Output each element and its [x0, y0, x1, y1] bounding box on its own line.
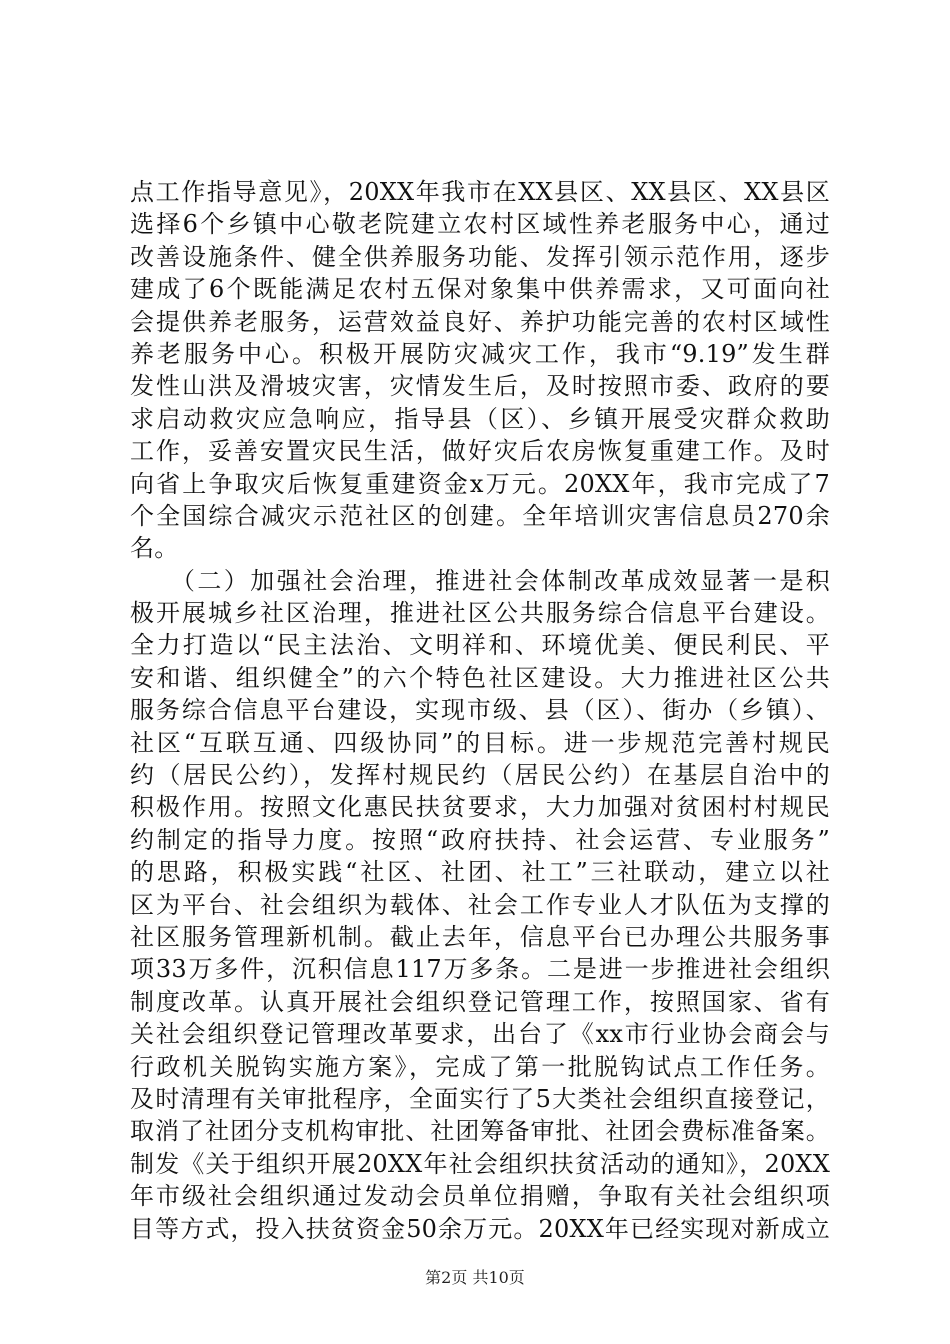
- text-line: 行政机关脱钩实施方案》，完成了第一批脱钩试点工作任务。: [130, 1052, 830, 1081]
- page-number-footer: 第2页 共10页: [425, 1268, 525, 1287]
- text-line: 个全国综合减灾示范社区的创建。全年培训灾害信息员270余: [130, 501, 830, 530]
- text-line: 建成了6个既能满足农村五保对象集中供养需求，又可面向社: [130, 275, 830, 304]
- text-line: 社区服务管理新机制。截止去年，信息平台已办理公共服务事: [130, 922, 830, 951]
- text-line: 制发《关于组织开展20XX年社会组织扶贫活动的通知》，20XX: [130, 1149, 830, 1178]
- text-line: 制度改革。认真开展社会组织登记管理工作，按照国家、省有: [130, 987, 830, 1016]
- text-line: 工作，妥善安置灾民生活，做好灾后农房恢复重建工作。及时: [130, 437, 830, 466]
- text-line: 全力打造以“民主法治、文明祥和、环境优美、便民利民、平: [130, 631, 830, 660]
- text-line: 养老服务中心。积极开展防灾减灾工作，我市“9.19”发生群: [130, 339, 830, 368]
- text-line: 安和谐、组织健全”的六个特色社区建设。大力推进社区公共: [130, 663, 830, 692]
- text-line: 关社会组织登记管理改革要求，出台了《xx市行业协会商会与: [130, 1020, 830, 1049]
- text-line: 向省上争取灾后恢复重建资金x万元。20XX年，我市完成了7: [130, 469, 830, 498]
- text-line: 求启动救灾应急响应，指导县（区）、乡镇开展受灾群众救助: [130, 404, 830, 433]
- text-line: 积极作用。按照文化惠民扶贫要求，大力加强对贫困村村规民: [130, 793, 830, 822]
- text-line: 目等方式，投入扶贫资金50余万元。20XX年已经实现对新成立: [130, 1214, 830, 1243]
- text-line: 发性山洪及滑坡灾害，灾情发生后，及时按照市委、政府的要: [130, 372, 830, 401]
- text-line: 区为平台、社会组织为载体、社会工作专业人才队伍为支撑的: [130, 890, 830, 919]
- text-line: 会提供养老服务，运营效益良好、养护功能完善的农村区域性: [130, 307, 830, 336]
- text-line: 约制定的指导力度。按照“政府扶持、社会运营、专业服务”: [130, 825, 830, 854]
- text-line: 名。: [130, 534, 179, 563]
- text-line: 约（居民公约），发挥村规民约（居民公约）在基层自治中的: [130, 761, 830, 790]
- text-line: 的思路，积极实践“社区、社团、社工”三社联动，建立以社: [130, 858, 830, 887]
- text-line: 改善设施条件、健全供养服务功能、发挥引领示范作用，逐步: [130, 242, 830, 271]
- text-line: 服务综合信息平台建设，实现市级、县（区）、街办（乡镇）、: [130, 696, 830, 725]
- text-line: 选择6个乡镇中心敬老院建立农村区域性养老服务中心，通过: [130, 210, 830, 239]
- text-line: （二）加强社会治理，推进社会体制改革成效显著一是积: [130, 566, 830, 595]
- text-line: 社区“互联互通、四级协同”的目标。进一步规范完善村规民: [130, 728, 830, 757]
- text-line: 点工作指导意见》，20XX年我市在XX县区、XX县区、XX县区: [130, 178, 830, 206]
- text-line: 取消了社团分支机构审批、社团筹备审批、社团会费标准备案。: [130, 1117, 830, 1146]
- body-text: [130, 176, 830, 1245]
- text-line: 极开展城乡社区治理，推进社区公共服务综合信息平台建设。: [130, 599, 830, 628]
- text-line: 项33万多件，沉积信息117万多条。二是进一步推进社会组织: [130, 955, 830, 984]
- text-line: 及时清理有关审批程序，全面实行了5大类社会组织直接登记，: [130, 1084, 830, 1113]
- text-line: 年市级社会组织通过发动会员单位捐赠，争取有关社会组织项: [130, 1182, 830, 1211]
